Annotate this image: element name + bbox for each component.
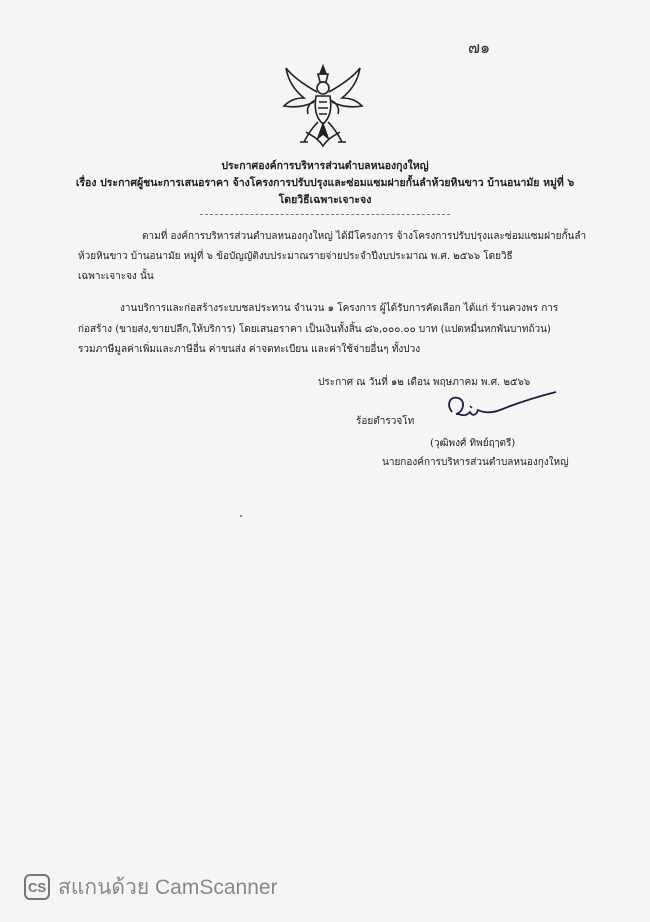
watermark-text: สแกนด้วย CamScanner	[58, 875, 278, 899]
paragraph2-line1: งานบริการและก่อสร้างระบบชลประทาน จำนวน ๑ โครงการ ผู้ได้รับการคัดเลือก ได้แก่ ร้านควงพร การ	[120, 303, 559, 314]
paragraph2-line3: รวมภาษีมูลค่าเพิ่มและภาษีอื่น ค่าขนส่ง ค่าจดทะเบียน และค่าใช้จ่ายอื่นๆ ทั้งปวง	[78, 344, 421, 355]
paragraph1-line2: ห้วยหินขาว บ้านอนามัย หมู่ที่ ๖ ข้อบัญญัติงบประมาณรายจ่ายประจำปีงบประมาณ พ.ศ. ๒๕๖๖ โดยวิธี	[78, 251, 513, 262]
camscanner-logo-icon: CS	[24, 874, 50, 900]
header-divider	[200, 214, 450, 215]
header-subject: เรื่อง ประกาศผู้ชนะการเสนอราคา จ้างโครงการปรับปรุงและซ่อมแซมฝายกั้นลำห้วยหินขาว บ้านอนามัย หมู่ที่ ๖	[75, 177, 575, 189]
signer-name: (วุฒิพงศ์ ทิพย์ฤๅตรี)	[430, 438, 516, 449]
handwritten-signature	[440, 390, 560, 430]
announce-date: ประกาศ ณ วันที่ ๑๒ เดือน พฤษภาคม พ.ศ. ๒๕๖๖	[318, 377, 531, 388]
camscanner-watermark	[24, 872, 278, 902]
signer-position: นายกองค์การบริหารส่วนตำบลหนองกุงใหญ่	[382, 457, 569, 468]
paragraph1-line3: เฉพาะเจาะจง นั้น	[78, 271, 154, 282]
garuda-emblem-icon	[278, 62, 368, 152]
header-method: โดยวิธีเฉพาะเจาะจง	[278, 194, 372, 206]
page-number: ๗๑	[468, 38, 491, 57]
speck	[240, 515, 242, 517]
paragraph2-line2: ก่อสร้าง (ขายส่ง,ขายปลีก,ให้บริการ) โดยเสนอราคา เป็นเงินทั้งสิ้น ๘๖,๐๐๐.๐๐ บาท (แปดหมื่นหกพันบาทถ้วน)	[78, 324, 551, 335]
header-organization: ประกาศองค์การบริหารส่วนตำบลหนองกุงใหญ่	[221, 160, 429, 172]
signer-rank: ร้อยตำรวจโท	[356, 416, 415, 427]
paragraph1-line1: ตามที่ องค์การบริหารส่วนตำบลหนองกุงใหญ่ ได้มีโครงการ จ้างโครงการปรับปรุงและซ่อมแซมฝายกั้นลำ	[142, 231, 587, 242]
